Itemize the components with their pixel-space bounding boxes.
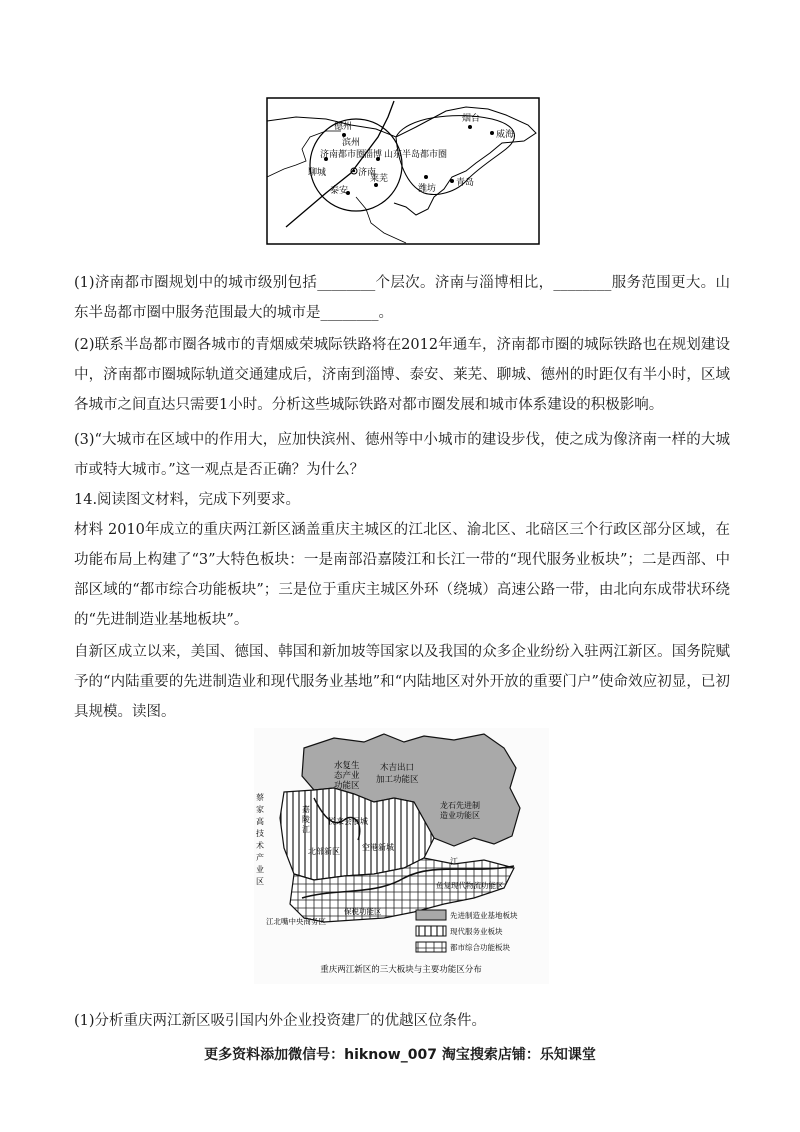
label-ji: 技	[256, 829, 264, 838]
label-jia: 家	[256, 805, 264, 814]
legend-swatch-composite	[416, 942, 446, 952]
label-binzhou: 滨州	[342, 138, 361, 148]
label-longshi-1: 龙石先进制	[440, 801, 480, 810]
label-mujichukou: 木吉出口	[380, 763, 415, 773]
label-gao: 高	[256, 817, 264, 826]
question-13-2: (2)联系半岛都市圈各城市的青烟威荣城际铁路将在2012年通车，济南都市圈的城际铁路也在规划建设中，济南都市圈城际轨道交通建成后，济南到淄博、泰安、莱芜、聊城、德州的时距仅有半小时，区域各城市之间直达只需要1小时。分析这些城际铁路对都市圈发展和城市体系建设的积极影响。	[74, 337, 730, 413]
label-jinan-circle: 济南都市圈	[320, 150, 366, 160]
label-gongnengqu: 功能区	[334, 781, 360, 791]
label-laiwu: 莱芜	[370, 174, 389, 184]
label-cai: 蔡	[256, 793, 264, 802]
label-dezhou: 德州	[334, 122, 353, 132]
label-konggang: 空港新城	[362, 843, 394, 852]
label-taian: 泰安	[330, 186, 349, 196]
label-taichanye: 态产业	[334, 771, 360, 781]
legend-composite: 都市综合功能板块	[450, 943, 510, 952]
label-yantai: 烟台	[462, 114, 481, 124]
label-longshi-2: 造业功能区	[440, 811, 480, 820]
label-shu: 术	[256, 841, 264, 850]
label-yufu: 鱼复现代物流功能区	[436, 881, 504, 890]
label-baoshui: 保税功能区	[344, 907, 382, 916]
question-13-1: (1)济南都市圈规划中的城市级别包括________个层次。济南与淄博相比，________服务范围更大。山东半岛都市圈中服务范围最大的城市是________。	[74, 275, 730, 321]
label-liaocheng: 聊城	[308, 168, 327, 178]
label-changjiang: 江	[450, 857, 458, 866]
material-paragraph-2: 自新区成立以来，美国、德国、韩国和新加坡等国家以及我国的众多企业纷纷入驻两江新区。国务院赋予的“内陆重要的先进制造业和现代服务业基地”和“内陆地区对外开放的重要门户”使命效应初显，已初具规模。读图。	[74, 644, 730, 720]
label-shandong-circle: 山东半岛都市圈	[384, 150, 448, 160]
map-caption: 重庆两江新区的三大板块与主要功能区分布	[320, 965, 482, 975]
legend-swatch-manufacturing	[416, 910, 446, 920]
label-jiang: 江	[302, 825, 310, 834]
label-yuelai: 悦来会展城	[328, 817, 368, 826]
label-jinan: 济南	[358, 168, 377, 178]
liangjiang-new-area-map	[254, 728, 549, 984]
label-zibo: 淄博	[364, 150, 383, 160]
jinan-shandong-map	[266, 97, 540, 245]
label-jia2: 嘉	[302, 805, 310, 814]
question-13-3: (3)“大城市在区域中的作用大，应加快滨州、德州等中小城市的建设步伐，使之成为像济南一样的大城市或特大城市。”这一观点是否正确？为什么？	[74, 432, 730, 478]
legend-service: 现代服务业板块	[450, 927, 503, 936]
label-jiangbeizui: 江北嘴中央商务区	[266, 917, 326, 926]
material-paragraph-1: 材料 2010年成立的重庆两江新区涵盖重庆主城区的江北区、渝北区、北碚区三个行政区部分区域，在功能布局上构建了“3”大特色板块：一是南部沿嘉陵江和长江一带的“现代服务业板块”；二是西部、中部区域的“都市综合功能板块”；三是位于重庆主城区外环（绕城）高速公路一带，由北向东成带状环绕的“先进制造业基地板块”。	[74, 522, 730, 628]
label-weifang: 潍坊	[418, 184, 437, 194]
label-qu: 区	[256, 877, 264, 886]
label-chan: 产	[256, 853, 264, 862]
legend-manufacturing: 先进制造业基地板块	[450, 911, 518, 920]
label-shuifu: 水复生	[334, 761, 360, 771]
question-14-1: (1)分析重庆两江新区吸引国内外企业投资建厂的优越区位条件。	[74, 1013, 487, 1029]
label-beibu: 北部新区	[308, 847, 340, 856]
label-ling: 陵	[302, 815, 310, 824]
question-14-title: 14.阅读图文材料，完成下列要求。	[74, 492, 301, 508]
footer-contact: 更多资料添加微信号：hiknow_007 淘宝搜索店铺：乐知课堂	[204, 1047, 596, 1063]
label-jiagong: 加工功能区	[376, 775, 419, 785]
legend-swatch-service	[416, 926, 446, 936]
label-qingdao: 青岛	[456, 178, 475, 188]
label-ye: 业	[256, 865, 264, 874]
label-weihai: 威海	[496, 130, 515, 140]
